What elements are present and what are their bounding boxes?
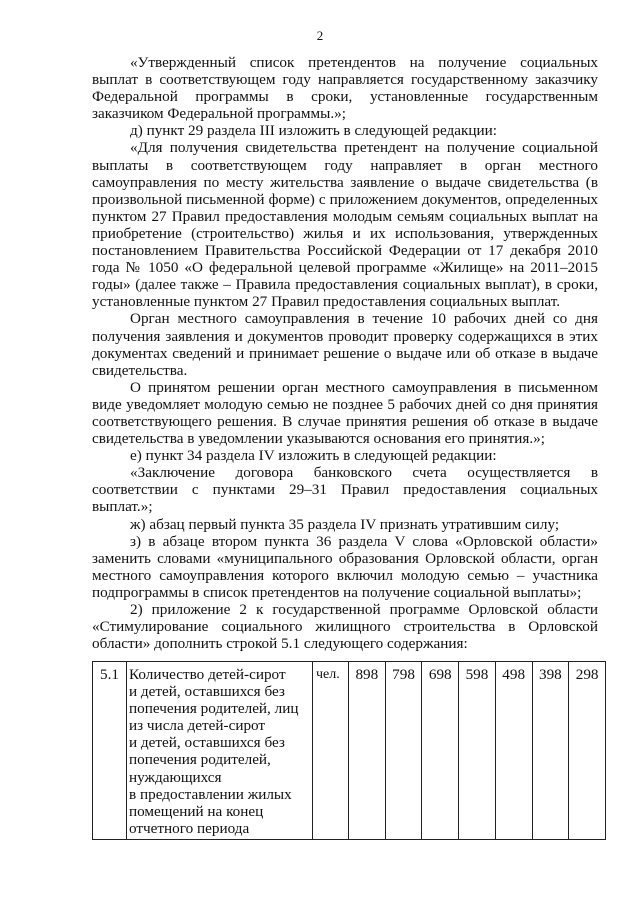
document-body — [92, 54, 598, 652]
value-cell: 498 — [495, 662, 532, 840]
value-cell: 398 — [532, 662, 569, 840]
unit-cell: чел. — [313, 662, 349, 840]
table-row — [93, 662, 606, 840]
description-line: попечения родителей, лиц — [129, 700, 299, 718]
description-line: и детей, оставшихся без — [129, 734, 285, 752]
appendix-table — [92, 661, 606, 840]
row-description-cell — [127, 662, 313, 840]
row-number-cell: 5.1 — [93, 662, 127, 840]
description-line: нуждающихся — [129, 768, 222, 786]
value-cell: 798 — [385, 662, 422, 840]
paragraph-bank-account: «Заключение договора банковского счета осуществляется в соответствии с пунктами 29–31 Правил предоставления социальных выплат.»; — [92, 464, 598, 516]
value-cell: 598 — [459, 662, 496, 840]
value-cell: 298 — [569, 662, 606, 840]
value-cell: 698 — [422, 662, 459, 840]
description-line: отчетного периода — [129, 819, 250, 837]
description-line: в предоставлении жилых — [129, 785, 292, 803]
paragraph-appendix-2: 2) приложение 2 к государственной программе Орловской области «Стимулирование социального жилищного строительства в Орловской области» дополнить строкой 5.1 следующего содержания: — [92, 601, 598, 653]
value-cell: 898 — [349, 662, 386, 840]
description-line: попечения родителей, — [129, 751, 271, 769]
paragraph-item-e: е) пункт 34 раздела IV изложить в следующей редакции: — [130, 447, 497, 465]
description-line: и детей, оставшихся без — [129, 683, 285, 701]
paragraph-approved-list: «Утвержденный список претендентов на получение социальных выплат в соответствующем году направляется государственному заказчику Федеральной программы в сроки, установленные государственным заказчиком Федеральной программы.»; — [92, 54, 598, 123]
paragraph-item-d: д) пункт 29 раздела III изложить в следующей редакции: — [130, 122, 497, 140]
paragraph-item-zh: ж) абзац первый пункта 35 раздела IV признать утратившим силу; — [130, 515, 560, 533]
description-line: из числа детей-сирот — [129, 717, 266, 735]
paragraph-item-z: з) в абзаце втором пункта 36 раздела V слова «Орловской области» заменить словами «муниципального образования Орловской области, орган местного самоуправления которого включил молодую семью – участника подпрограммы в список претендентов на получение социальной выплаты»; — [92, 532, 598, 601]
page-number: 2 — [316, 28, 324, 43]
description-line: помещений на конец — [129, 802, 264, 820]
description-line: Количество детей-сирот — [129, 666, 286, 683]
paragraph-certificate-application: «Для получения свидетельства претендент на получение социальной выплаты в соответствующем году направляет в орган местного самоуправления по месту жительства заявление о выдаче свидетельства (в произвольной письменной форме) с приложением документов, определенных пунктом 27 Правил предоставления молодым семьям социальных выплат на приобретение (строительство) жилья и их использования, утвержденных постановлением Правительства Российской Федерации от 17 декабря 2010 года № 1050 «О федеральной целевой программе «Жилище» на 2011–2015 годы» (далее также – Правила предоставления социальных выплат), в сроки, установленные пунктом 27 Правил предоставления социальных выплат. — [92, 139, 598, 311]
paragraph-local-authority-review: Орган местного самоуправления в течение 10 рабочих дней со дня получения заявления и документов проводит проверку содержащихся в этих документах сведений и принимает решение о выдаче или об отказе в выдаче свидетельства. — [92, 310, 598, 379]
paragraph-notification: О принятом решении орган местного самоуправления в письменном виде уведомляет молодую семью не позднее 5 рабочих дней со дня принятия соответствующего решения. В случае принятия решения об отказе в выдаче свидетельства в уведомлении указываются основания его принятия.»; — [92, 378, 598, 448]
